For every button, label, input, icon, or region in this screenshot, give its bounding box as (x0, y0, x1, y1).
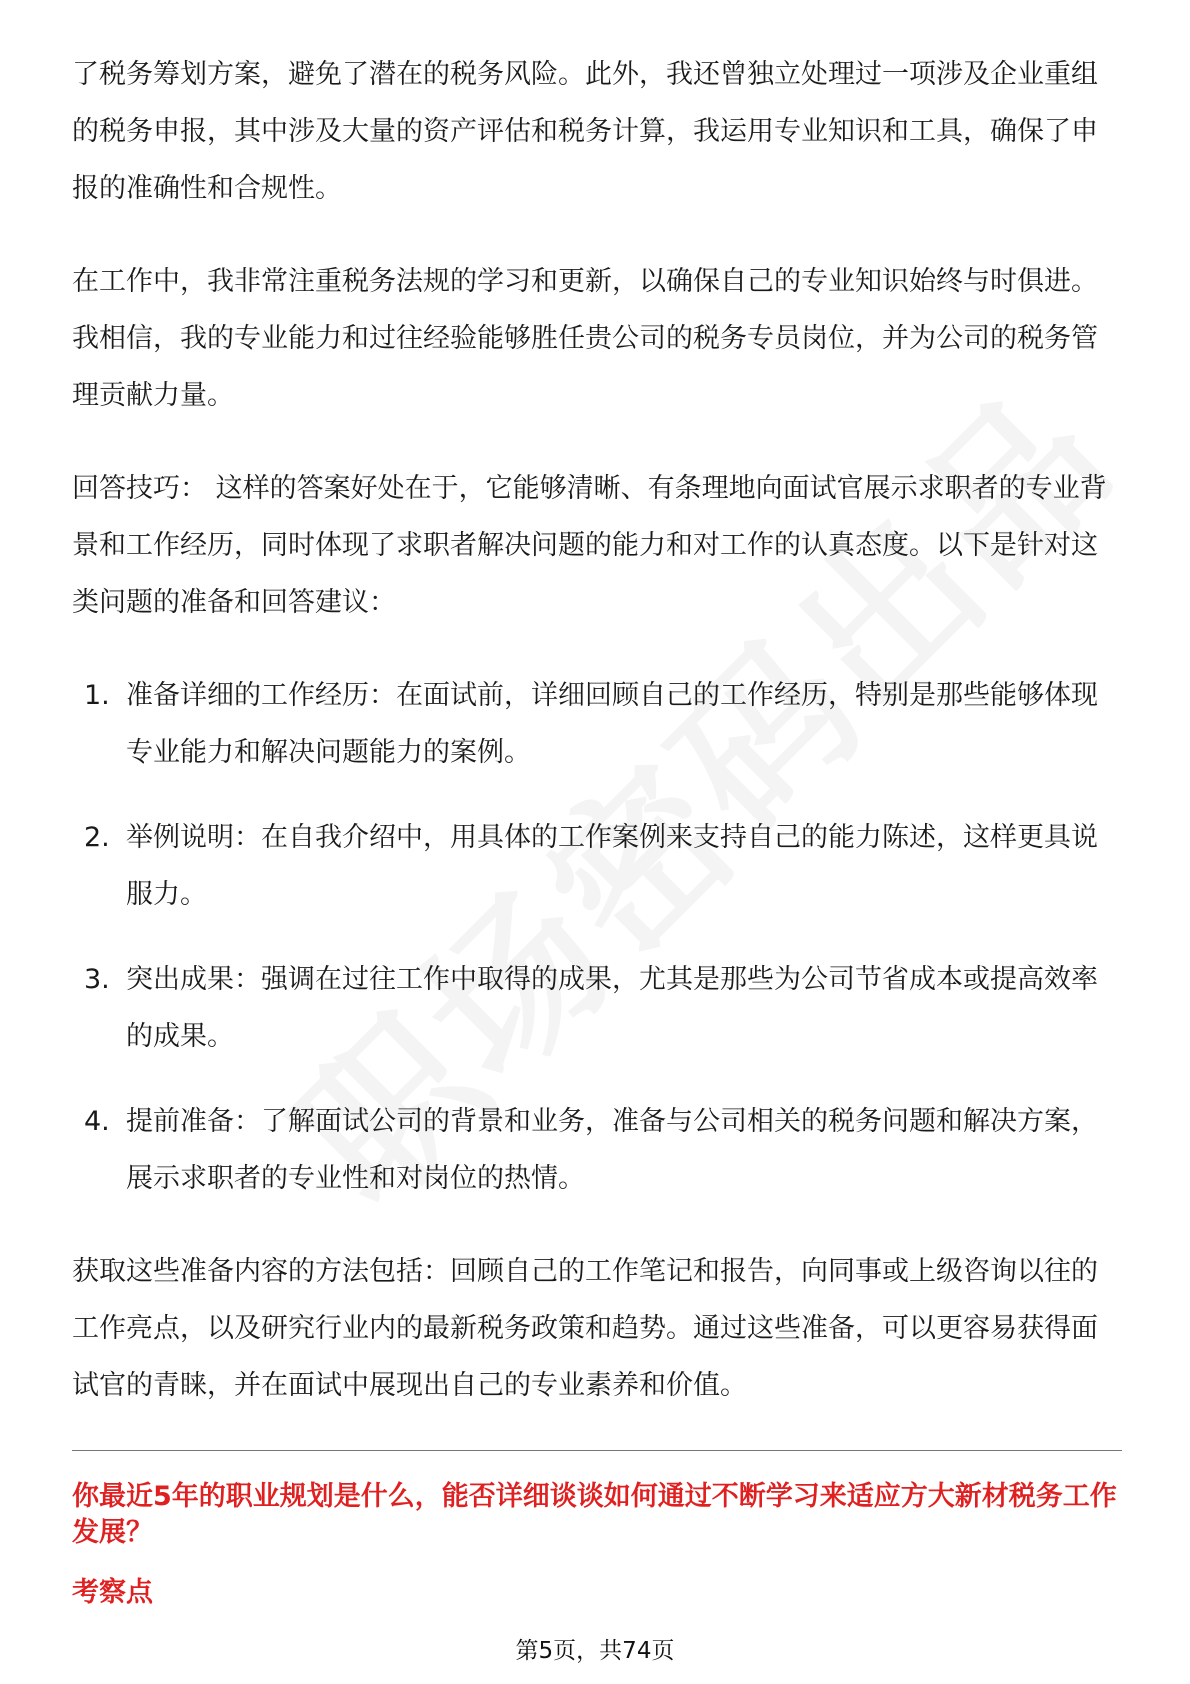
assessment-points-heading: 考察点 (72, 1577, 153, 1608)
section-divider (72, 1450, 1122, 1451)
list-item (72, 1093, 1122, 1207)
paragraph-learning: 在工作中，我非常注重税务法规的学习和更新，以确保自己的专业知识始终与时俱进。我相信，我的专业能力和过往经验能够胜任贵公司的税务专员岗位，并为公司的税务管理贡献力量。 (72, 266, 1098, 411)
list-item-text: 准备详细的工作经历：在面试前，详细回顾自己的工作经历，特别是那些能够体现专业能力和解决问题能力的案例。 (126, 680, 1098, 768)
list-item-text: 举例说明：在自我介绍中，用具体的工作案例来支持自己的能力陈述，这样更具说服力。 (126, 822, 1098, 910)
paragraph-answer-tips: 回答技巧： 这样的答案好处在于，它能够清晰、有条理地向面试官展示求职者的专业背景和工作经历，同时体现了求职者解决问题的能力和对工作的认真态度。以下是针对这类问题的准备和回答建议： (72, 473, 1107, 618)
list-item-number: 1. (84, 680, 110, 711)
document-body (72, 46, 1122, 1611)
list-item (72, 667, 1122, 781)
paragraph-tax-planning: 了税务筹划方案，避免了潜在的税务风险。此外，我还曾独立处理过一项涉及企业重组的税务申报，其中涉及大量的资产评估和税务计算，我运用专业知识和工具，确保了申报的准确性和合规性。 (72, 59, 1098, 204)
list-item-number: 2. (84, 822, 110, 853)
next-question-heading: 你最近5年的职业规划是什么，能否详细谈谈如何通过不断学习来适应方大新材税务工作发展？ (72, 1481, 1117, 1548)
list-item-number: 4. (84, 1106, 110, 1137)
list-item-text: 突出成果：强调在过往工作中取得的成果，尤其是那些为公司节省成本或提高效率的成果。 (126, 964, 1098, 1052)
list-item (72, 809, 1122, 923)
paragraph-preparation-methods: 获取这些准备内容的方法包括：回顾自己的工作笔记和报告，向同事或上级咨询以往的工作亮点，以及研究行业内的最新税务政策和趋势。通过这些准备，可以更容易获得面试官的青睐，并在面试中展现出自己的专业素养和价值。 (72, 1256, 1098, 1401)
list-item-text: 提前准备：了解面试公司的背景和业务，准备与公司相关的税务问题和解决方案，展示求职者的专业性和对岗位的热情。 (126, 1106, 1098, 1194)
tips-list (72, 667, 1122, 1207)
list-item (72, 951, 1122, 1065)
page-number-footer: 第5页，共74页 (515, 1638, 675, 1664)
list-item-number: 3. (84, 964, 110, 995)
